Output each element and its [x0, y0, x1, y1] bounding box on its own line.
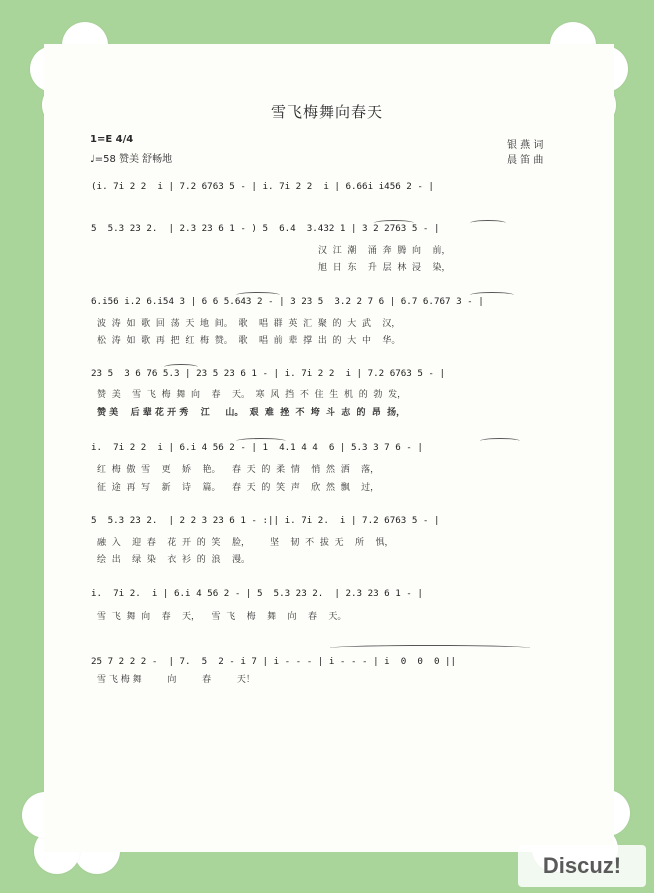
tempo-marking: ♩=58 赞美 舒畅地	[90, 154, 173, 165]
notation-row: i. 7i 2 2 i | 6.i 4 56 2 - | 1 4.1 4 4 6 | 5.3 3 7 6 - |	[91, 442, 423, 453]
composer-credit: 晨 笛 曲	[507, 155, 544, 166]
notation-row: (i. 7i 2 2 i | 7.2 6763 5 - | i. 7i 2 2 i | 6.66i i456 2 - |	[91, 181, 434, 192]
lyric-line: 旭 日 东 升 层 林 浸 染，	[318, 263, 451, 273]
lyric-line: 征 途 再 写 新 诗 篇。 春 天 的 笑 声 欣 然 飘 过，	[97, 483, 380, 493]
slur-mark	[374, 220, 414, 226]
forum-watermark: Discuz!	[518, 845, 646, 887]
slur-mark	[470, 220, 506, 226]
slur-mark	[236, 438, 286, 444]
slur-mark	[330, 645, 530, 651]
key-signature: 1=E 4/4	[90, 134, 134, 145]
lyricist-credit: 银 燕 词	[507, 140, 544, 151]
slur-mark	[236, 292, 280, 298]
notation-row: 5 5.3 23 2. | 2 2 3 23 6 1 - :|| i. 7i 2. i | 7.2 6763 5 - |	[91, 515, 440, 526]
lyric-line: 雪 飞 舞 向 春 天， 雪 飞 梅 舞 向 春 天。	[97, 612, 347, 622]
lyric-line: 绘 出 绿 染 衣 衫 的 浪 漫。	[97, 555, 250, 565]
lyric-line: 融 入 迎 春 花 开 的 笑 脸， 坚 韧 不 拔 无 所 惧，	[97, 538, 394, 548]
lyric-line: 波 涛 如 歌 回 荡 天 地 间。 歌 唱 群 英 汇 聚 的 大 武 汉，	[97, 319, 401, 329]
notation-row: 25 7 2 2 2 - | 7. 5 2 - i 7 | i - - - | i - - - | i 0 0 0 ||	[91, 656, 457, 667]
lyric-line: 汉 江 潮 涌 奔 腾 向 前，	[318, 246, 451, 256]
lyric-line: 赞 美 后 辈 花 开 秀 江 山。 艰 难 挫 不 垮 斗 志 的 昂 扬，	[97, 408, 406, 418]
lyric-line: 雪 飞 梅 舞 向 春 天！	[97, 675, 255, 685]
song-title: 雪飞梅舞向春天	[270, 103, 383, 121]
slur-mark	[480, 438, 520, 444]
lyric-line: 赞 美 雪 飞 梅 舞 向 春 天。 寒 风 挡 不 住 生 机 的 勃 发，	[97, 390, 407, 400]
notation-row: 6.i56 i.2 6.i54 3 | 6 6 5.643 2 - | 3 23 5 3.2 2 7 6 | 6.7 6.767 3 - |	[91, 296, 484, 307]
notation-row: 5 5.3 23 2. | 2.3 23 6 1 - ) 5 6.4 3.432 1 | 3 2 2763 5 - |	[91, 223, 440, 234]
lyric-line: 红 梅 傲 雪 更 娇 艳。 春 天 的 柔 情 悄 然 洒 落，	[97, 465, 380, 475]
notation-row: 23 5 3 6 76 5.3 | 23 5 23 6 1 - | i. 7i 2 2 i | 7.2 6763 5 - |	[91, 368, 446, 379]
lyric-line: 松 涛 如 歌 再 把 红 梅 赞。 歌 唱 前 辈 撑 出 的 大 中 华。	[97, 336, 401, 346]
slur-mark	[164, 364, 198, 370]
notation-row: i. 7i 2. i | 6.i 4 56 2 - | 5 5.3 23 2. | 2.3 23 6 1 - |	[91, 588, 423, 599]
slur-mark	[470, 292, 514, 298]
